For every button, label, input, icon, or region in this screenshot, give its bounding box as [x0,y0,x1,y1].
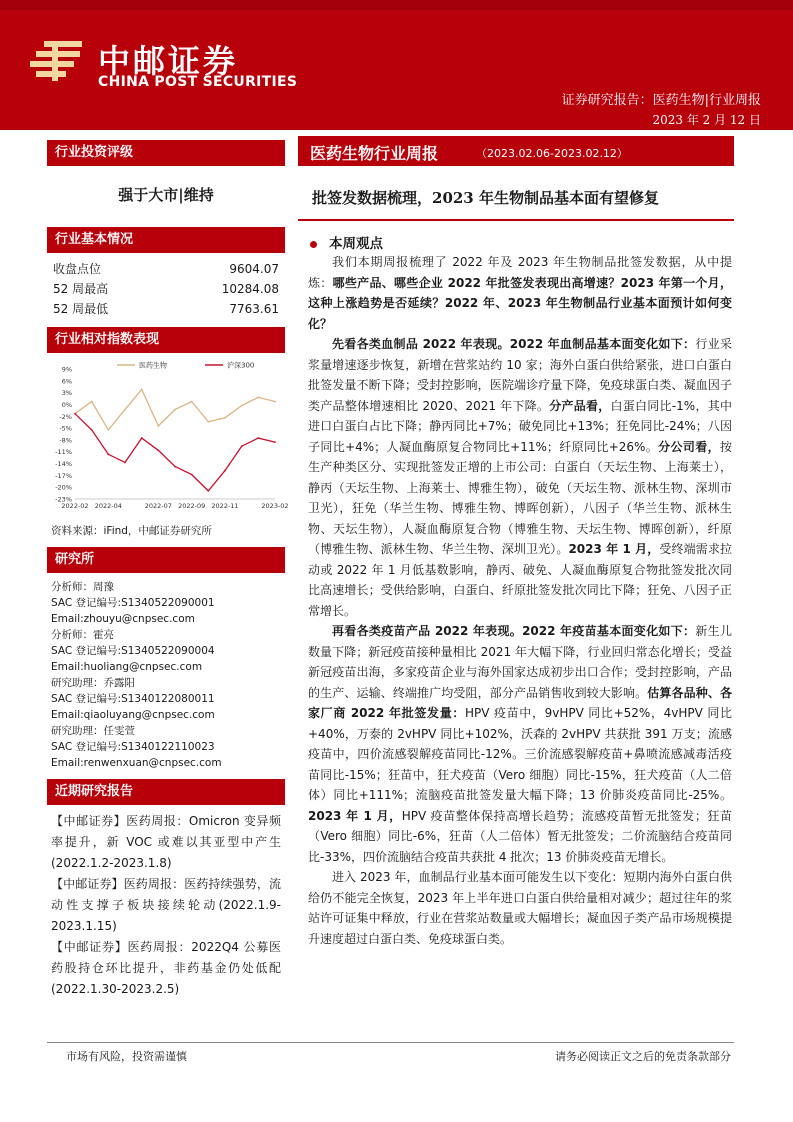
text: 受终端需求拉动或 2022 年 1 月低基数影响，静丙、破免、人凝血酶原复合物批签发批次同比高速增长；受供给影响，白蛋白、纤原批签发批次同比下降；狂免、八因子正常增长。 [308,542,732,618]
emphasis: 2023 年 1 月， [308,808,402,823]
basic-row [47,259,285,279]
emphasis: 2023 年 1 月， [568,542,660,556]
research-line: Email:zhouyu@cnpsec.com [51,613,195,625]
data-point [224,417,226,419]
data-point [257,397,259,399]
y-tick-label: -20% [55,483,72,492]
basic-value: 9604.07 [229,262,279,276]
basic-row [47,279,285,299]
x-tick-label: 2022-07 [144,502,172,510]
article-body [308,252,732,949]
legend-label: 沪深300 [227,361,255,370]
y-tick-label: -17% [55,471,72,480]
text: 行业采浆量增速逐步恢复，新增在营浆站约 10 家；海外白蛋白供给紧张，进口白蛋白批签发量不断下降；受封控影响，医院端诊疗量下降，免疫球蛋白类、凝血因子类产品整体增速相比 2020、2021 年下降。 [308,337,732,413]
section-heading-text: 本周观点 [329,236,383,252]
text: HPV 疫苗整体保持高增长趋势；流感疫苗暂无批签发；狂苗（Vero 细胞）同比-6%，狂苗（人二倍体）暂无批签发；二价流脑结合疫苗同比-33%，四价流脑结合疫苗共获批 4 批次；13 价肺炎疫苗无增长。 [308,808,732,864]
section-heading [310,232,383,252]
headline: 批签发数据梳理，2023 年生物制品基本面有望修复 [312,189,659,207]
data-point [257,437,259,439]
basic-label: 收盘点位 [53,262,102,276]
paragraph: 进入 2023 年，血制品行业基本面可能发生以下变化：短期内海外白蛋白供给仍不能完全恢复，2023 年上半年进口白蛋白供给量相对减少；超过往年的浆站许可证集中释放，行业在营浆站数量或大幅增长；凝血因子类产品市场规模提升速度超过白蛋白类、免疫球蛋白类。 [308,870,732,946]
research-line: 分析师：周豫 [51,581,114,593]
data-point [207,421,209,423]
data-point [274,441,276,443]
rating-section-title: 行业投资评级 [47,140,285,166]
perf-section-title: 行业相对指数表现 [47,327,285,353]
emphasis: 分公司看， [658,439,720,454]
emphasis: 估算各品种、各家厂商 2022 年批签发量： [308,685,732,720]
basic-label: 52 周最高 [53,282,109,296]
recent-section-title: 近期研究报告 [47,779,285,805]
relative-index-chart [47,357,289,517]
report-header [0,0,793,130]
legend-label: 医药生物 [139,361,167,370]
china-post-logo-icon [26,37,86,85]
report-type: 证券研究报告：医药生物|行业周报 [561,93,761,108]
x-tick-label: 2022-04 [94,502,122,510]
data-point [241,405,243,407]
data-point [91,401,93,403]
y-tick-label: 0% [61,400,72,409]
research-line: SAC 登记编号:S1340122110023 [51,741,215,753]
y-tick-label: -11% [55,448,72,457]
x-tick-label: 2022-09 [178,502,206,510]
brand-name-cn: 中邮证券 [98,42,239,80]
y-tick-label: -23% [55,495,72,504]
text: 按生产种类区分、实现批签发正增的上市公司：白蛋白（天坛生物、上海莱士），静丙（天坛生物、上海莱士、博雅生物），破免（天坛生物、派林生物、深圳市卫光），狂免（华兰生物、博雅生物、博晖创新），八因子（华兰生物、派林生物、天坛生物），人凝血酶原复合物（博雅生物、天坛生物、博晖创新），纤原（博雅生物、派林生物、华兰生物、深圳卫光）。 [308,439,733,556]
footer-risk-note: 市场有风险，投资需谨慎 [66,1050,187,1063]
emphasis: 先看各类血制品 2022 年表现。2022 年血制品基本面变化如下： [332,337,696,351]
research-line: SAC 登记编号:S1340522090001 [51,597,215,609]
data-point [174,409,176,411]
text: HPV 疫苗中，9vHPV 同比+52%，4vHPV 同比+40%，万泰的 2vHPV 同比+102%，沃森的 2vHPV 共获批 391 万支；流感疫苗中，四价流感裂解疫苗同比-12%。三价流感裂解疫苗+鼻喷流感减毒活疫苗同比-15%；狂苗中，狂犬疫苗（Vero 细胞）同比-15%，狂犬疫苗（人二倍体）同比+111%；流脑疫苗批签发量大幅下降；13 价肺炎疫苗同比-25%。 [308,706,732,802]
x-tick-label: 2023-02 [261,502,289,510]
data-point [157,425,159,427]
research-line: 研究助理：任雯萱 [51,725,135,737]
x-tick-label: 2022-11 [211,502,239,510]
research-line: SAC 登记编号:S1340522090004 [51,645,215,657]
footer-disclaimer-note: 请务必阅读正文之后的免责条款部分 [555,1050,731,1063]
divider [298,219,734,221]
basic-value: 10284.08 [221,282,279,296]
data-point [74,413,76,415]
basic-label: 52 周最低 [53,302,109,316]
basic-value: 7763.61 [229,302,279,316]
data-point [224,470,226,472]
y-tick-label: -5% [59,424,72,433]
research-line: 研究助理：乔露阳 [51,677,135,689]
recent-report-link[interactable]: 【中邮证券】医药周报：Omicron 变异频率提升，新 VOC 或难以其亚型中产生(2022.1.2-2023.1.8) [51,814,281,870]
x-tick-label: 2022-02 [61,502,89,510]
bullet-dot-icon [310,241,317,248]
header-stripe [0,0,793,10]
report-period: （2023.02.06-2023.02.12） [476,147,628,160]
text: 我们本期周报梳理了 2022 年及 2023 年生物制品批签发数据，从中提炼： [308,255,732,290]
research-line: 分析师：霍亮 [51,629,114,641]
research-line: Email:renwenxuan@cnpsec.com [51,757,222,769]
research-line: SAC 登记编号:S1340122080011 [51,693,215,705]
data-point [191,474,193,476]
rating-value: 强于大市|维持 [118,186,214,204]
paragraph [308,252,732,334]
basic-section-title: 行业基本情况 [47,227,285,253]
left-sidebar [47,140,289,1000]
data-point [241,445,243,447]
y-tick-label: 6% [61,377,72,386]
paragraph [308,621,732,867]
recent-report-link[interactable]: 【中邮证券】医药周报：2022Q4 公募医药股持仓环比提升，非药基金仍处低配(2022.1.30-2023.2.5) [51,940,281,996]
report-title: 医药生物行业周报 [310,144,439,163]
data-point [274,401,276,403]
data-point [141,388,143,390]
data-point [191,401,193,403]
data-point [174,466,176,468]
data-point [124,462,126,464]
y-tick-label: 3% [61,389,72,398]
data-point [124,409,126,411]
text: 新生儿数量下降；新冠疫苗接种量相比 2021 年大幅下降，行业回归常态化增长；受益新冠疫苗出海，多家疫苗企业与海外国家达成初步出口合作；受封控影响，产品的生产、运输、终端推广均受阻，部分产品销售收到较大影响。 [308,624,732,700]
data-point [107,429,109,431]
basic-row [47,299,285,319]
data-point [157,449,159,451]
data-point [107,453,109,455]
data-point [91,429,93,431]
paragraph [308,334,732,621]
y-tick-label: -2% [59,412,72,421]
y-tick-label: 9% [61,365,72,374]
text: 白蛋白同比-1%，其中进口白蛋白占比下降；静丙同比+7%；破免同比+13%；狂免同比-24%；八因子同比+4%；人凝血酶原复合物同比+11%；纤原同比+26%。 [308,398,732,454]
data-point [141,437,143,439]
y-tick-label: -14% [55,460,72,469]
research-line: Email:huoliang@cnpsec.com [51,661,203,673]
data-point [207,490,209,492]
report-title-bar [298,136,734,166]
emphasis: 哪些产品、哪些企业 2022 年批签发表现出高增速？2023 年第一个月，这种上涨趋势是否延续？2022 年、2023 年生物制品行业基本面预计如何变化？ [308,275,732,331]
footer-divider [47,1042,734,1043]
emphasis: 再看各类疫苗产品 2022 年表现。2022 年疫苗基本面变化如下： [332,624,696,638]
research-line: Email:qiaoluyang@cnpsec.com [51,709,215,721]
emphasis: 分产品看， [549,398,611,413]
recent-report-link[interactable]: 【中邮证券】医药周报：医药持续强势，流动性支撑子板块接续轮动(2022.1.9-2023.1.15) [51,877,281,933]
y-tick-label: -8% [59,436,72,445]
report-date: 2023 年 2 月 12 日 [652,113,761,127]
research-section-title: 研究所 [47,547,285,573]
brand-name-en: CHINA POST SECURITIES [98,74,298,90]
chart-source: 资料来源：iFind，中邮证券研究所 [51,525,212,537]
